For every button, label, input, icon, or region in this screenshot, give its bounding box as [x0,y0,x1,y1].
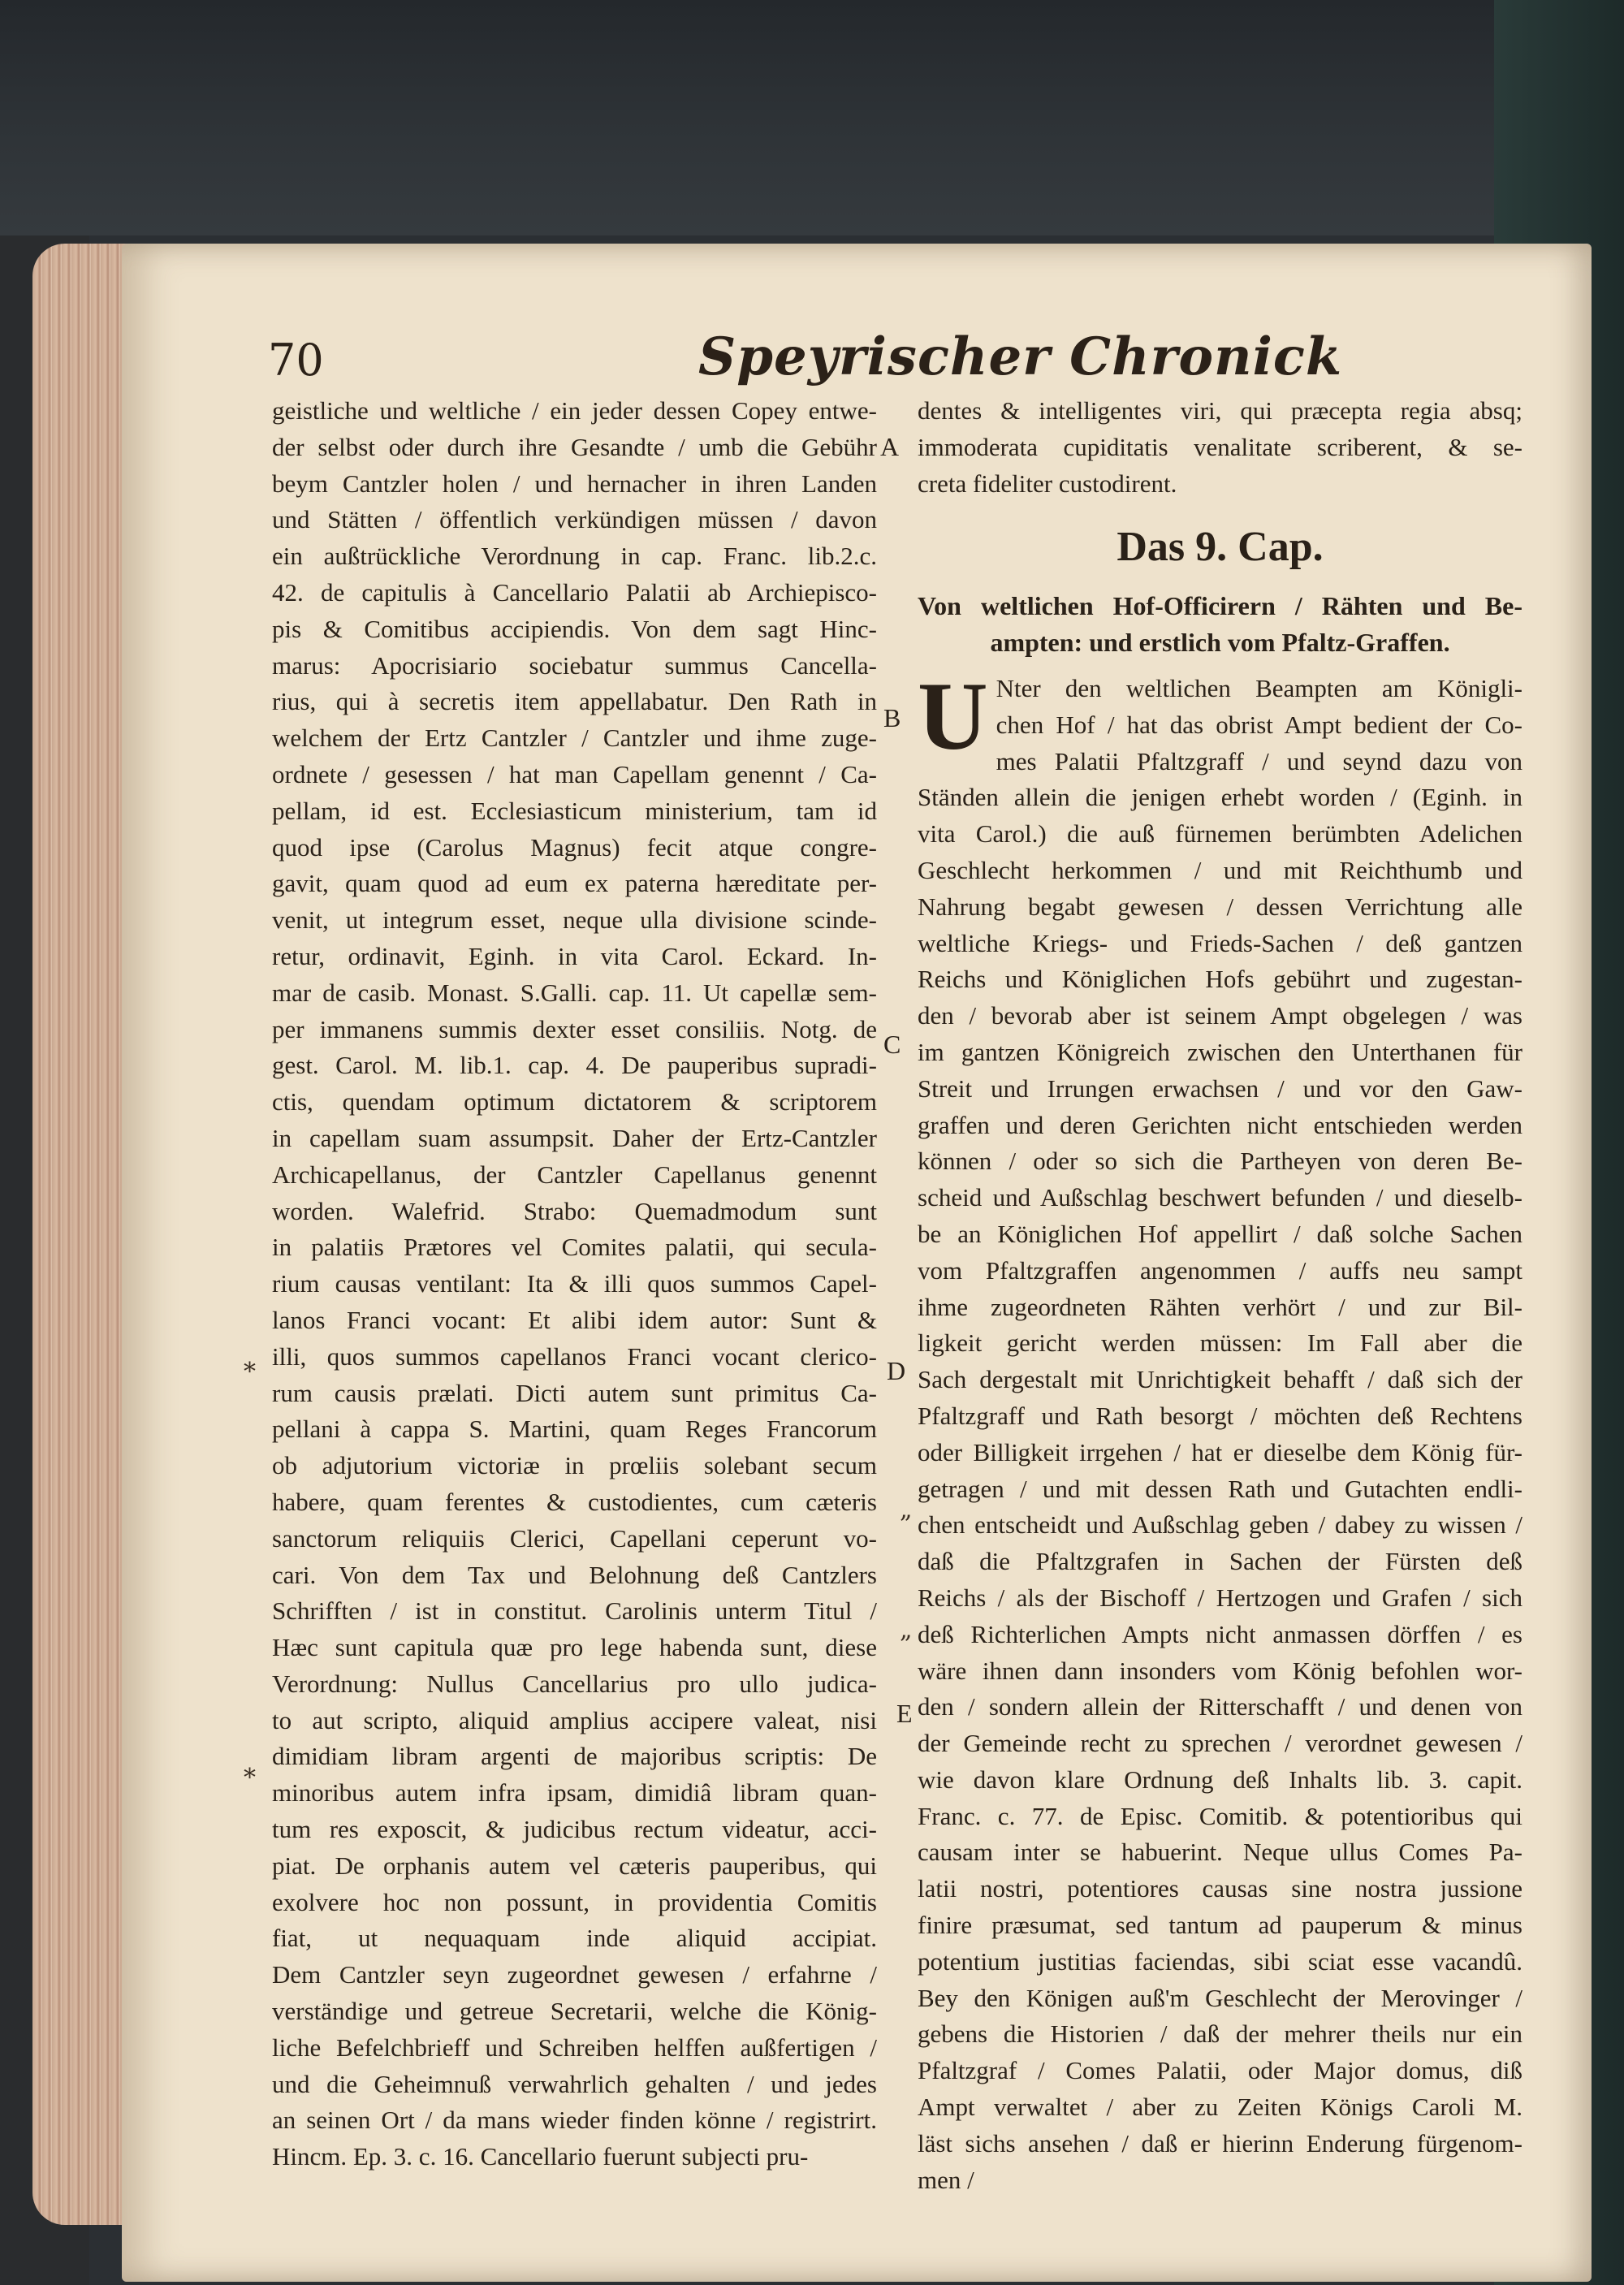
text-line: deß Richterlichen Ampts nicht anmassen dörffen / es [918,1619,1522,1648]
text-line: oder Billigkeit irrgehen / hat er dieselbe dem König für- [918,1437,1522,1466]
text-line: to aut scripto, aliquid amplius accipere valeat, nisi [272,1705,877,1734]
text-line: Verordnung: Nullus Cancellarius pro ullo judica- [272,1669,877,1698]
text-line: ihme zugeordneten Rähten verhört / und zur Bil- [918,1292,1522,1321]
text-line: getragen / und mit dessen Rath und Gutachten endli- [918,1474,1522,1503]
text-line: Ampt verwaltet / aber zu Zeiten Königs Caroli M. [918,2093,1522,2122]
text-line: beym Cantzler holen / und hernacher in ihren Landen [272,469,877,498]
text-line: creta fideliter custodirent. [918,469,1177,498]
text-line: immoderata cupiditatis venalitate scriberent, & se- [918,432,1522,461]
text-line: geistliche und weltliche / ein jeder dessen Copey entwe- [272,396,877,425]
text-line: cari. Von dem Tax und Belohnung deß Cantzlers [272,1560,877,1589]
text-line: pellam, id est. Ecclesiasticum ministerium, tam id [272,796,877,825]
text-line: Nahrung begabt gewesen / dessen Verrichtung alle [918,892,1522,921]
text-line: worden. Walefrid. Strabo: Quemadmodum sunt [272,1196,877,1225]
text-line: wie davon klare Ordnung deß Inhalts lib. 3. capit. [918,1765,1522,1794]
margin-letter-b: B [883,703,901,732]
margin-mark-quote-2: „ [900,1616,913,1644]
text-line: pellani à cappa S. Martini, quam Reges Francorum [272,1415,877,1444]
chapter-title: Das 9. Cap. [1116,524,1324,571]
text-line: Reichs und Königlichen Hofs gebührt und zugestan- [918,965,1522,994]
text-line: men / [918,2165,974,2194]
margin-mark-asterisk-2: * [244,1764,256,1792]
text-line: Ständen allein die jenigen erhebt worden / (Eginh. in [918,783,1522,812]
text-line: illi, quos summos capellanos Franci vocant clerico- [272,1341,877,1371]
margin-letter-d: D [887,1356,906,1385]
text-line: in palatiis Prætores vel Comites palatii, qui secula- [272,1233,877,1262]
text-line: Hincm. Ep. 3. c. 16. Cancellario fuerunt subjecti pru- [272,2142,809,2171]
dropcap: U [918,661,988,770]
text-line: retur, ordinavit, Eginh. in vita Carol. Eckard. In- [272,941,877,970]
running-title: Speyrischer Chronick [698,326,1343,387]
text-line: ligkeit gericht werden müssen: Im Fall aber die [918,1328,1522,1358]
text-line: scheid und Außschlag beschwert befunden / und dieselb- [918,1183,1522,1212]
text-line: und die Geheimnuß verwahrlich gehalten / und jedes [272,2069,877,2098]
text-line: potentium justitias faciendas, sibi sciat esse vacandû. [918,1946,1522,1976]
margin-mark-asterisk-1: * [244,1358,256,1386]
text-line: Schrifften / ist in constitut. Carolinis unterm Titul / [272,1596,877,1626]
text-line: mes Palatii Pfaltzgraff / und seynd dazu von [996,746,1522,775]
text-line: können / oder so sich die Partheyen von deren Be- [918,1147,1522,1176]
background-cloth-top [0,0,1624,235]
text-line: in capellam suam assumpsit. Daher der Ertz-Cantzler [272,1123,877,1152]
text-line: ctis, quendam optimum dictatorem & scriptorem [272,1087,877,1117]
text-line: piat. De orphanis autem vel cæteris pauperibus, qui [272,1851,877,1880]
text-line: rius, qui à secretis item appellabatur. Den Rath in [272,687,877,716]
text-line: Dem Cantzler seyn zugeordnet gewesen / erfahrne / [272,1960,877,1989]
text-line: läst sichs ansehen / daß er hierinn Enderung fürgenom- [918,2128,1522,2158]
text-line: vita Carol.) die auß fürnemen berümbten Adelichen [918,819,1522,849]
text-line: per immanens summis dexter esset consiliis. Notg. de [272,1014,877,1043]
text-line: 42. de capitulis à Cancellario Palatii ab Archiepisco- [272,577,877,607]
right-column [918,393,1522,2198]
text-line: be an Königlichen Hof appellirt / daß solche Sachen [918,1219,1522,1248]
text-line: Pfaltzgraf / Comes Palatii, oder Major domus, diß [918,2056,1522,2085]
text-line: im gantzen Königreich zwischen den Unterthanen für [918,1037,1522,1066]
text-line: der selbst oder durch ihre Gesandte / umb die Gebühr [272,432,877,461]
text-line: tum res exposcit, & judicibus rectum videatur, acci- [272,1815,877,1844]
text-line: marus: Apocrisiario sociebatur summus Cancella- [272,650,877,680]
margin-mark-quote-1: „ [900,1496,913,1524]
text-line: Archicapellanus, der Cantzler Capellanus genennt [272,1160,877,1189]
text-line: Reichs / als der Bischoff / Hertzogen und Grafen / sich [918,1583,1522,1612]
right-body [918,661,1522,2198]
text-line: welchem der Ertz Cantzler / Cantzler und ihme zuge- [272,724,877,753]
chapter-heading-line-2: ampten: und erstlich vom Pfaltz-Graffen. [990,628,1450,658]
text-line: ob adjutorium victoriæ in prœliis solebant secum [272,1451,877,1480]
text-line: chen Hof / hat das obrist Ampt bedient der Co- [996,710,1522,739]
text-line: dimidiam libram argenti de majoribus scriptis: De [272,1742,877,1771]
text-line: gest. Carol. M. lib.1. cap. 4. De pauperibus supradi- [272,1051,877,1080]
text-line: gebens die Historien / daß der mehrer theils nur ein [918,2019,1522,2049]
text-line: mar de casib. Monast. S.Galli. cap. 11. Ut capellæ sem- [272,978,877,1007]
text-line: daß die Pfaltzgrafen in Sachen der Fürsten deß [918,1547,1522,1576]
text-line: rium causas ventilant: Ita & illi quos summos Capel- [272,1269,877,1298]
text-line: gavit, quam quod ad eum ex paterna hæreditate per- [272,869,877,898]
text-line: chen entscheidt und Außschlag geben / dabey zu wissen / [918,1510,1522,1540]
text-line: ordnete / gesessen / hat man Capellam genennt / Ca- [272,759,877,788]
text-line: sanctorum reliquiis Clerici, Capellani ceperunt vo- [272,1523,877,1553]
right-intro [918,393,1522,502]
text-line: Hæc sunt capitula quæ pro lege habenda sunt, diese [272,1633,877,1662]
text-line: an seinen Ort / da mans wieder finden könne / registrirt. [272,2106,877,2135]
text-line: Pfaltzgraff und Rath besorgt / möchten deß Rechtens [918,1401,1522,1430]
text-line: Sach dergestalt mit Unrichtigkeit behafft / daß sich der [918,1365,1522,1394]
text-line: finire præsumat, sed tantum ad pauperum & minus [918,1911,1522,1940]
text-line: pis & Comitibus accipiendis. Von dem sagt Hinc- [272,614,877,643]
text-line: lanos Franci vocant: Et alibi idem autor: Sunt & [272,1305,877,1334]
text-line: den / sondern allein der Ritterschafft / und denen von [918,1692,1522,1721]
text-line: Geschlecht herkommen / und mit Reichthumb und [918,855,1522,884]
text-line: habere, quam ferentes & custodientes, cum cæteris [272,1487,877,1516]
text-line: quod ipse (Carolus Magnus) fecit atque congre- [272,832,877,862]
text-line: causam inter se habuerint. Neque ullus Comes Pa- [918,1838,1522,1867]
text-line: und Stätten / öffentlich verkündigen müssen / davon [272,505,877,534]
text-line: vom Pfaltzgraffen angenommen / auffs neu sampt [918,1255,1522,1285]
text-line: graffen und deren Gerichten nicht entschieden werden [918,1110,1522,1139]
text-line: venit, ut integrum esset, neque ulla divisione scinde- [272,905,877,935]
text-line: rum causis prælati. Dicti autem sunt primitus Ca- [272,1378,877,1407]
text-line: wäre ihnen dann insonders vom König befohlen wor- [918,1656,1522,1685]
text-line: dentes & intelligentes viri, qui præcepta regia absq; [918,396,1522,425]
text-line: der Gemeinde recht zu sprechen / verordnet gewesen / [918,1729,1522,1758]
text-line: Bey den Königen auß'm Geschlecht der Merovinger / [918,1983,1522,2012]
chapter-heading-line-1: Von weltlichen Hof-Officirern / Rähten und Be- [918,591,1522,621]
text-line: Streit und Irrungen erwachsen / und vor den Gaw- [918,1073,1522,1103]
margin-letter-e: E [896,1699,913,1728]
margin-letter-c: C [883,1030,901,1059]
text-line: verständige und getreue Secretarii, welche die König- [272,1997,877,2026]
left-column [272,393,877,2175]
page-number: 70 [268,335,324,386]
text-line: weltliche Kriegs- und Frieds-Sachen / deß gantzen [918,928,1522,957]
text-line: liche Befelchbrieff und Schreiben helffen außfertigen / [272,2032,877,2062]
text-line: fiat, ut nequaquam inde aliquid accipiat. [272,1924,877,1953]
text-line: Franc. c. 77. de Episc. Comitib. & potentioribus qui [918,1801,1522,1830]
text-line: Nter den weltlichen Beampten am Königli- [996,673,1522,702]
text-line: den / bevorab aber ist seinem Ampt obgelegen / was [918,1001,1522,1030]
text-line: latii nostri, potentiores causas sine nostra jussione [918,1874,1522,1903]
text-line: ein außtrückliche Verordnung in cap. Franc. lib.2.c. [272,542,877,571]
text-line: exolvere hoc non possunt, in providentia Comitis [272,1887,877,1916]
text-line: minoribus autem infra ipsam, dimidiâ libram quan- [272,1778,877,1808]
margin-letter-a: A [880,432,900,461]
